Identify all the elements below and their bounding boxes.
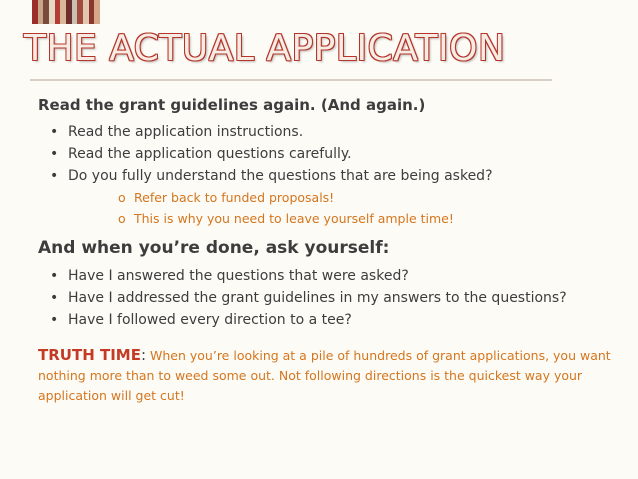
list-item-text: Do you fully understand the questions that are being asked?: [68, 168, 493, 184]
section-ask-yourself: [38, 237, 630, 331]
list-item-text: Have I addressed the grant guidelines in my answers to the questions?: [68, 290, 567, 306]
list-item: [38, 165, 630, 187]
list-item-text: Read the application instructions.: [68, 124, 304, 140]
list-item: [38, 143, 630, 165]
sub-list-item: [38, 187, 630, 208]
truth-time-callout: [38, 345, 626, 406]
bullet-icon: •: [50, 124, 59, 140]
list-item-text: Read the application questions carefully.: [68, 146, 352, 162]
guidelines-sub-list: [38, 187, 630, 229]
sub-list-item-text: Refer back to funded proposals!: [134, 190, 335, 205]
ask-yourself-list: [38, 265, 630, 331]
bullet-icon: •: [50, 312, 59, 328]
guidelines-list: [38, 121, 630, 187]
bullet-icon: •: [50, 168, 59, 184]
bullet-icon: •: [50, 268, 59, 284]
bullet-icon: •: [50, 146, 59, 162]
list-item: [38, 287, 630, 309]
circle-bullet-icon: o: [118, 190, 126, 205]
decorative-stripes: [32, 0, 100, 24]
bullet-icon: •: [50, 290, 59, 306]
sub-list-item: [38, 208, 630, 229]
truth-time-label: TRUTH TIME: [38, 346, 141, 364]
truth-time-text: When you’re looking at a pile of hundreds of grant applications, you want nothing more than to weed some out. Not following directions is the quickest way your application will get cut!: [38, 348, 611, 403]
slide-title: THE ACTUAL APPLICATION: [24, 28, 506, 69]
truth-time-colon: :: [140, 346, 147, 364]
list-item: [38, 265, 630, 287]
sub-list-item-text: This is why you need to leave yourself ample time!: [134, 211, 454, 226]
stripe: [94, 0, 100, 24]
list-item-text: Have I answered the questions that were asked?: [68, 268, 409, 284]
section-guidelines: [38, 95, 630, 229]
title-divider: [30, 79, 552, 81]
section-heading-guidelines: Read the grant guidelines again. (And again.): [38, 96, 426, 114]
circle-bullet-icon: o: [118, 211, 126, 226]
section-heading-ask-yourself: And when you’re done, ask yourself:: [38, 238, 390, 258]
list-item: [38, 121, 630, 143]
slide-body: [38, 95, 630, 406]
list-item-text: Have I followed every direction to a tee?: [68, 312, 352, 328]
list-item: [38, 309, 630, 331]
